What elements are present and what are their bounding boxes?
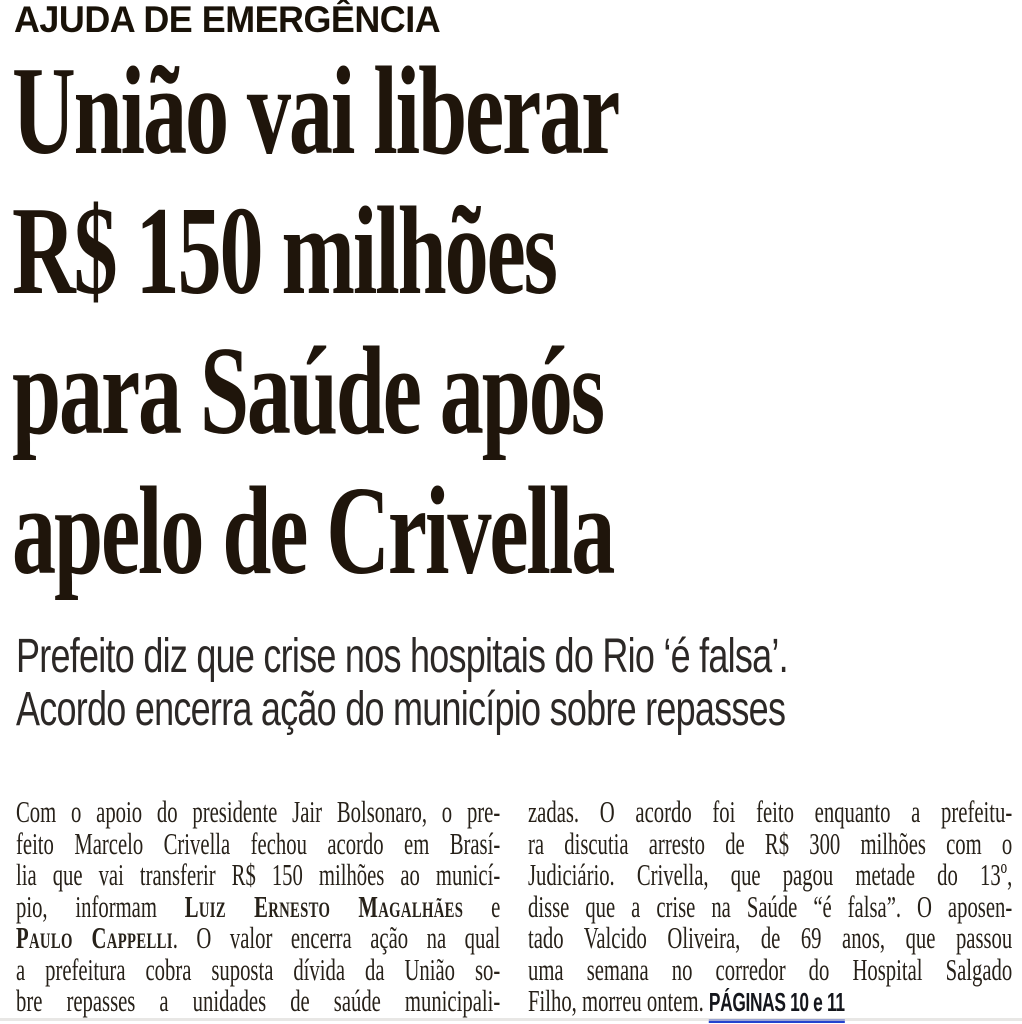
body-text-segment: pio, informam [16, 888, 185, 924]
body-text-segment: . O valor encerra ação na qual [172, 920, 501, 955]
body-text-line [16, 825, 501, 861]
headline-line: apelo de Crivella [12, 462, 614, 601]
body-text-line [528, 796, 1012, 828]
body-text-segment: Filho, morreu ontem. [528, 983, 709, 1018]
body-text-segment: disse que a crise na Saúde “é falsa”. O aposen- [528, 888, 1013, 924]
body-text-segment: Com o apoio do presidente Jair Bolsonaro, o pre- [16, 794, 501, 829]
body-column-right [528, 796, 1012, 1019]
byline-name: Paulo Cappelli [16, 920, 173, 955]
headline-line: para Saúde após [12, 322, 603, 461]
headline-line: R$ 150 milhões [12, 182, 556, 321]
body-text-segment: zadas. O acordo foi feito enquanto a prefeitu- [528, 794, 1013, 829]
body-column-left-outer [16, 796, 500, 1019]
body-text-line [16, 888, 501, 924]
body-text-line [16, 922, 500, 954]
body-text-segment: ra discutia arresto de R$ 300 milhões com o [528, 825, 1013, 861]
body-text-segment: feito Marcelo Crivella fechou acordo em Brasí- [16, 825, 501, 861]
body-column-left [16, 796, 500, 1017]
body-text-segment: lia que vai transferir R$ 150 milhões ao municí- [16, 857, 501, 892]
pages-link[interactable]: PÁGINAS 10 e 11 [709, 987, 845, 1023]
body-text-segment: e [463, 888, 501, 924]
kicker: AJUDA DE EMERGÊNCIA [14, 0, 441, 40]
body-text-line [16, 859, 500, 891]
body-text-line [16, 985, 500, 1017]
article-body [16, 796, 1022, 1019]
subheadline-line: Acordo encerra ação do município sobre repasses [16, 683, 786, 736]
body-text-line [528, 922, 1012, 954]
headline [12, 42, 1022, 602]
subheadline [16, 630, 1022, 736]
subheadline-line: Prefeito diz que crise nos hospitais do Rio ‘é falsa’. [16, 630, 788, 683]
body-text-segment: uma semana no corredor do Hospital Salgado [528, 951, 1013, 987]
body-text-line [16, 951, 501, 987]
body-text-segment: tado Valcido Oliveira, de 69 anos, que passou [528, 920, 1013, 955]
bottom-crop-rule [0, 1018, 1022, 1021]
body-text-line [16, 796, 500, 828]
body-text-line [528, 859, 1012, 891]
body-text-line [528, 985, 1012, 1019]
headline-line: União vai liberar [12, 42, 619, 181]
body-column-right-outer [528, 796, 1012, 1019]
body-text-line [528, 951, 1013, 987]
body-text-segment: a prefeitura cobra suposta dívida da União so- [16, 951, 501, 987]
body-text-line [528, 888, 1013, 924]
body-text-segment: bre repasses a unidades de saúde municipali- [16, 983, 501, 1018]
byline-name: Luiz Ernesto Magalhães [184, 888, 464, 924]
body-text-line [528, 825, 1013, 861]
body-text-segment: Judiciário. Crivella, que pagou metade do 13º, [528, 857, 1013, 892]
